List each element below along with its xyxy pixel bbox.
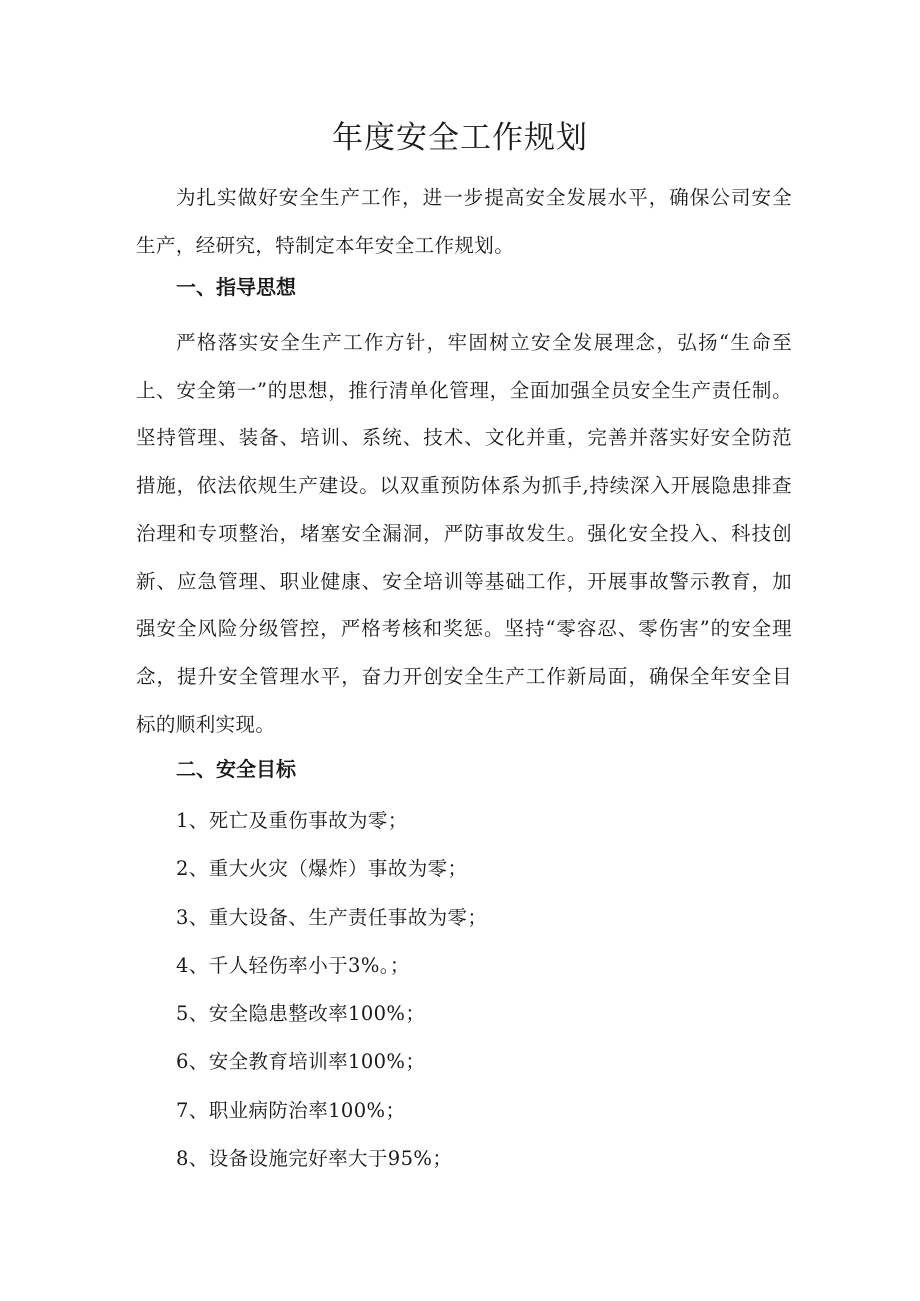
list-item: 8、设备设施完好率大于95%； <box>176 1147 453 1171</box>
section-heading-guiding-ideology: 一、指导思想 <box>176 275 296 299</box>
guiding-ideology-paragraph: 严格落实安全生产工作方针，牢固树立安全发展理念，弘扬“生命至上、安全第一”的思想，推行清单化管理，全面加强全员安全生产责任制。坚持管理、装备、培训、系统、技术、文化并重，完善并落实好安全防范措施，依法依规生产建设。以双重预防体系为抓手,持续深入开展隐患排查治理和专项整治，堵塞安全漏洞，严防事故发生。强化安全投入、科技创新、应急管理、职业健康、安全培训等基础工作，开展事故警示教育，加强安全风险分级管控，严格考核和奖惩。坚持“零容忍、零伤害”的安全理念，提升安全管理水平，奋力开创安全生产工作新局面，确保全年安全目标的顺利实现。 <box>136 331 792 736</box>
list-item: 5、安全隐患整改率100%； <box>176 1002 426 1026</box>
list-item: 3、重大设备、生产责任事故为零； <box>176 905 488 929</box>
intro-paragraph: 为扎实做好安全生产工作，进一步提高安全发展水平，确保公司安全生产，经研究，特制定本年安全工作规划。 <box>136 186 792 257</box>
list-item: 1、死亡及重伤事故为零； <box>176 809 408 832</box>
document-title: 年度安全工作规划 <box>332 120 588 156</box>
safety-goals-list <box>176 797 487 1183</box>
section-heading-safety-goals: 二、安全目标 <box>176 757 296 781</box>
list-item: 2、重大火灾（爆炸）事故为零； <box>176 857 468 881</box>
list-item: 6、安全教育培训率100%； <box>176 1050 426 1074</box>
list-item: 4、千人轻伤率小于3%。； <box>176 953 410 977</box>
list-item: 7、职业病防治率100%； <box>176 1098 406 1122</box>
